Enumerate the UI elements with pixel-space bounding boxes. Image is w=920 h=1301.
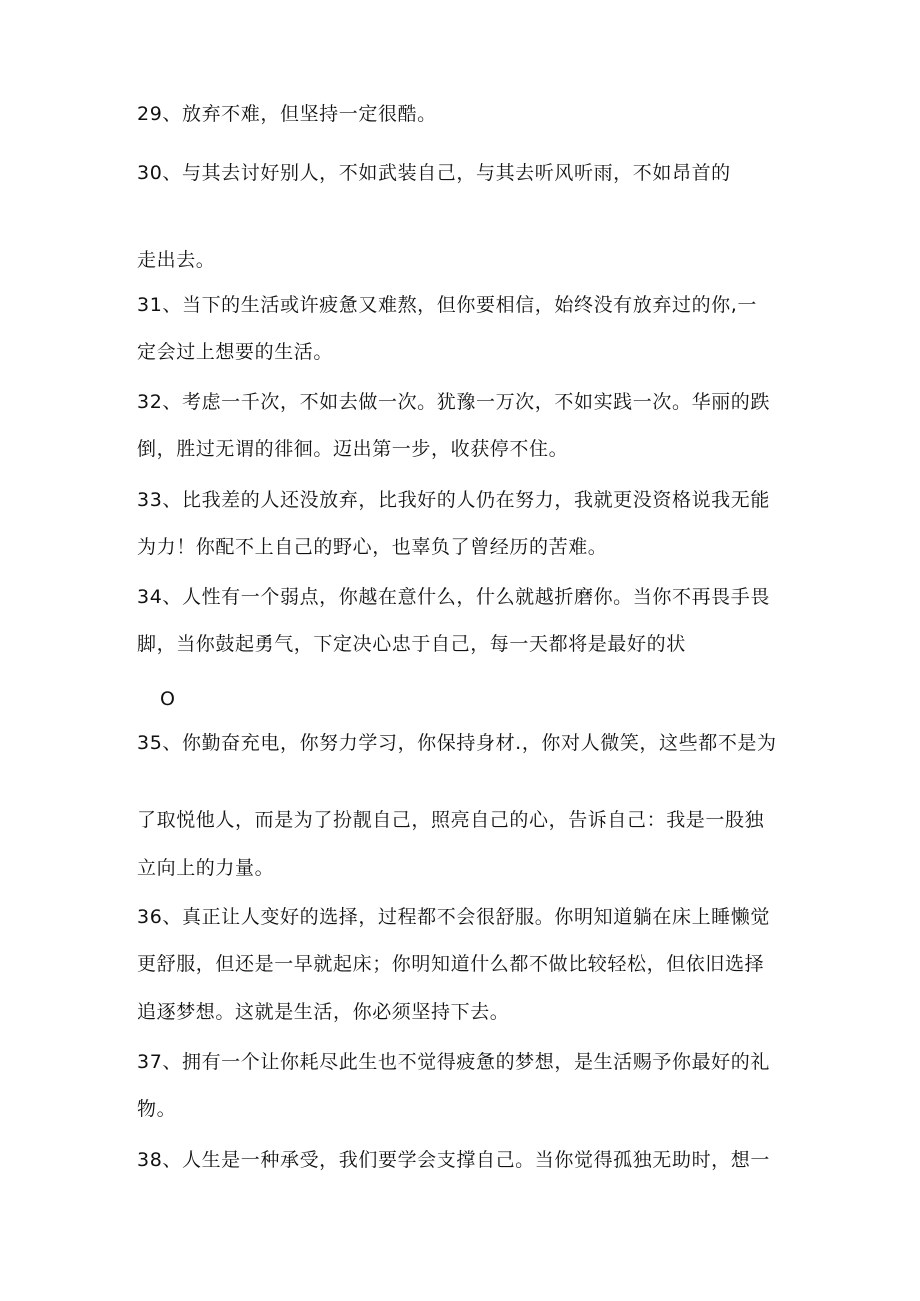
text-line-35-cont-1: 了取悦他人，而是为了扮靓自己，照亮自己的心，告诉自己：我是一股独 bbox=[137, 809, 765, 831]
text-line-33: 33、比我差的人还没放弃，比我好的人仍在努力，我就更没资格说我无能 bbox=[137, 489, 770, 511]
text-line-34-cont: 脚，当你鼓起勇气，下定决心忠于自己，每一天都将是最好的状 bbox=[137, 633, 686, 655]
text-line-35-cont-2: 立向上的力量。 bbox=[137, 857, 275, 879]
text-line-36-cont-2: 追逐梦想。这就是生活，你必须坚持下去。 bbox=[137, 1001, 510, 1023]
text-line-30-cont: 走出去。 bbox=[137, 249, 216, 271]
text-line-34: 34、人性有一个弱点，你越在意什么，什么就越折磨你。当你不再畏手畏 bbox=[137, 586, 770, 608]
text-line-29: 29、放弃不难，但坚持一定很酷。 bbox=[137, 103, 437, 125]
text-line-32-cont: 倒，胜过无谓的徘徊。迈出第一步，收获停不住。 bbox=[137, 438, 569, 460]
text-line-33-cont: 为力！你配不上自己的野心，也辜负了曾经历的苦难。 bbox=[137, 536, 608, 558]
text-line-37: 37、拥有一个让你耗尽此生也不觉得疲惫的梦想，是生活赐予你最好的礼 bbox=[137, 1051, 770, 1073]
text-line-32: 32、考虑一千次，不如去做一次。犹豫一万次，不如实践一次。华丽的跌 bbox=[137, 391, 770, 413]
text-line-37-cont: 物。 bbox=[137, 1098, 177, 1120]
text-line-36-cont-1: 更舒服，但还是一早就起床；你明知道什么都不做比较轻松，但依旧选择 bbox=[137, 953, 765, 975]
text-line-38: 38、人生是一种承受，我们要学会支撑自己。当你觉得孤独无助时，想一 bbox=[137, 1149, 770, 1171]
text-line-35: 35、你勤奋充电，你努力学习，你保持身材.，你对人微笑，这些都不是为 bbox=[137, 732, 777, 754]
text-line-30: 30、与其去讨好别人，不如武装自己，与其去听风听雨，不如昂首的 bbox=[137, 162, 731, 184]
text-line-36: 36、真正让人变好的选择，过程都不会很舒服。你明知道躺在床上睡懒觉 bbox=[137, 906, 770, 928]
text-line-31-cont: 定会过上想要的生活。 bbox=[137, 341, 334, 363]
text-line-31: 31、当下的生活或许疲惫又难熬，但你要相信，始终没有放弃过的你,一 bbox=[137, 294, 758, 316]
text-line-34-fragment: O bbox=[160, 688, 176, 710]
